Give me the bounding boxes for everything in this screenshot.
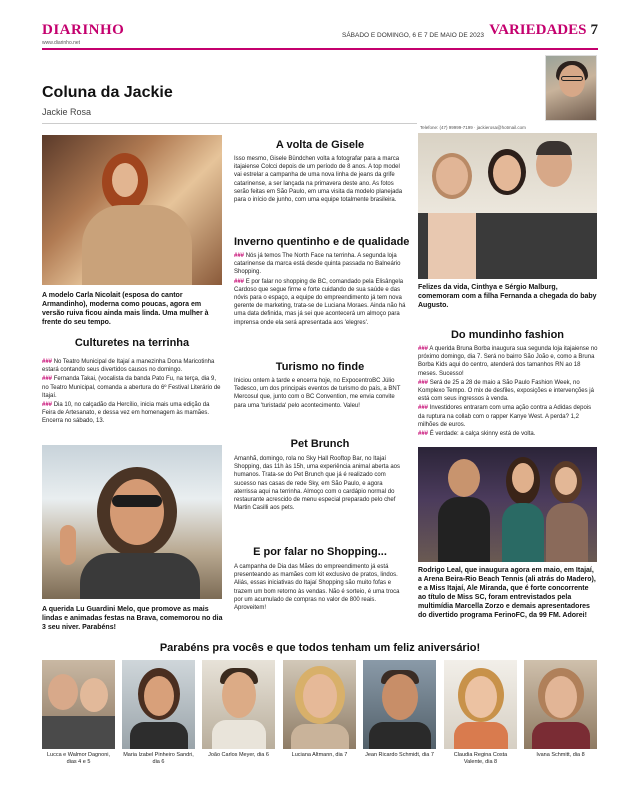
section-header	[489, 22, 598, 39]
gisele-body: Isso mesmo, Gisele Bündchen volta a fotografar para a marca itajaiense Colcci depois de um período de 8 anos. A top model vai estrelar a campanha de uma nova linha de jeans da grife catarinense, a ser lançada na primavera deste ano. As fotos serão feitas em São Paulo, em uma visita da modelo planejada para o início de junho, com uma equipe totalmente brasileira.	[234, 156, 403, 204]
caption-carla-nicolait: A modelo Carla Nicolait (esposa do cantor Armandinho), moderna como poucas, agora em versão ruiva ficou ainda mais linda. Uma mulher à frente do seu tempo.	[42, 292, 209, 326]
heading-turismo: Turismo no finde	[275, 361, 365, 373]
column-title: Coluna da Jackie	[42, 84, 173, 101]
caption-lu-guardini: A querida Lu Guardini Melo, que promove as mais lindas e animadas festas na Brava, comemorou no dia 3 seu niver. Parabéns!	[42, 606, 223, 631]
newspaper-logo[interactable]: DIARINHO	[42, 22, 125, 38]
birthday-photo	[42, 660, 115, 749]
photo-carla-nicolait	[42, 135, 222, 285]
culturetes-item: Fernanda Takai, (vocalista da banda Pato Fu, na terça, dia 9, no Teatro Municipal, comanda a abertura do 6º Festival Literário de Itajaí.	[42, 376, 221, 399]
inverno-item: Nós já temos The North Face na terrinha. A segunda loja catarinense da marca está desde quinta passada no Balneário Shopping.	[234, 253, 401, 276]
pet-brunch-body: Amanhã, domingo, rola no Sky Hall Rooftop Bar, no Itajaí Shopping, das 11h às 15h, uma experiência animal aberta aos humanos. Trata-se do Pet Brunch que já é realizado com sucesso nas casas de rede Sky, em São Paulo, e agora aterrissa aqui na terrinha. Almoço com o cardápio normal do restaurante acrescido de menu especial preparado pelo chef Martin Casilli aos pets.	[234, 456, 400, 512]
shopping-body: A campanha de Dia das Mães do empreendimento já está presenteando as mamães com kit exclusivo de pratos, lindos. Aliás, essas iniciativas do Itajaí Shopping são muito fofas e trazem um bom retorno às vendas. Não é sorteio, é uma troca por um acumulado de compras no valor de 800 reais. Aproveitem!	[234, 564, 400, 612]
heading-gisele: A volta de Gisele	[275, 139, 365, 151]
site-url[interactable]: www.diarinho.net	[42, 40, 81, 46]
column-author: Jackie Rosa	[42, 107, 92, 117]
photo-malburg-family	[418, 133, 597, 279]
inverno-body: ### Nós já temos The North Face na terrinha. A segunda loja catarinense da marca está desde quinta passada no Balneário Shopping. ### E por falar no shopping de BC, comandado pela Elisângela Cardoso que segue firme e forte cuidando de sua saúde e das nóvis para o espaço, a equipe do empreendimento já tem nova gerente de marketing, trata-se de Luciana Moraes. Ainda não há uma data definida, mas já sei que acontecerá um almoço para imprensa onde ela será apresentada aos 'elegres'.	[234, 253, 406, 326]
culturetes-body: ### No Teatro Municipal de Itajaí a manezinha Dona Maricotinha estará contando seus divertidos causos no domingo. ### Fernanda Takai, (vocalista da banda Pato Fu, na terça, dia 9, no Teatro Municipal, comanda a abertura do 6º Festival Literário de Itajaí. ### Dia 10, no calçadão da Hercílio, inicia mais uma edição da Feira de Artesanato, e dessa vez em homenagem às mamães. Encerra no sábado, 13.	[42, 359, 221, 425]
author-contact: Telefone: (47) 99999-7199 · jackierosa@hotmail.com	[420, 125, 526, 130]
heading-inverno: Inverno quentinho e de qualidade	[234, 236, 410, 248]
heading-mundinho-fashion: Do mundinho fashion	[450, 329, 565, 341]
birthday-card	[363, 660, 436, 759]
culturetes-item: No Teatro Municipal de Itajaí a manezinha Dona Maricotinha estará contando seus divertidos causos no domingo.	[42, 359, 215, 374]
birthday-name: Jean Ricardo Schmidt, dia 7	[365, 752, 434, 758]
birthdays-title: Parabéns pra vocês e que todos tenham um feliz aniversário!	[159, 642, 481, 654]
fashion-item: Será de 25 a 28 de maio a São Paulo Fashion Week, no Komplexo Tempo. O mix de desfiles, exposições e intervenções já está com seus ingressos à venda.	[418, 379, 594, 403]
birthday-card	[524, 660, 597, 759]
masthead	[42, 22, 598, 48]
birthday-name: Luciana Altmann, dia 7	[291, 752, 348, 758]
title-rule	[42, 123, 417, 124]
inverno-item: E por falar no shopping de BC, comandado pela Elisângela Cardoso que segue firme e forte cuidando de sua saúde e das nóvis para o espaço, a equipe do empreendimento já tem nova gerente de marketing, trata-se de Luciana Moraes. Ainda não há uma data definida, mas já sei que acontecerá um almoço para imprensa onde ela será apresentada aos 'elegres'.	[234, 278, 406, 326]
section-name: VARIEDADES	[489, 22, 587, 38]
birthday-photo	[122, 660, 195, 749]
mundinho-fashion-body: ### A querida Bruna Borba inaugura sua segunda loja itajaiense no próximo domingo, dia 7. Será no bairro São João e, como a Bruna Borba Kids aqui do centro, atenderá dos tamanhos RN ao 18 meses. Sucesso! ### Será de 25 a 28 de maio a São Paulo Fashion Week, no Komplexo Tempo. O mix de desfiles, exposições e intervenções já está com seus ingressos à venda. ### Investidores entraram com uma ação contra a Adidas depois da ruptura na collab com o rapper Kanye West. A perda? 1,2 milhões de euros. ### É verdade: a calça skinny está de volta.	[418, 346, 598, 438]
issue-date: SÁBADO E DOMINGO, 6 E 7 DE MAIO DE 2023	[342, 32, 484, 39]
birthday-name: Lucca e Walmor Dagnoni, dias 4 e 5	[46, 752, 111, 765]
photo-rodrigo-leal-miss-itajai	[418, 447, 597, 562]
page-number: 7	[590, 22, 598, 38]
fashion-item: A querida Bruna Borba inaugura sua segunda loja itajaiense no próximo domingo, dia 7. Será no bairro São João e, como a Bruna Borba Kids aqui do centro, atenderá dos tamanhos RN ao 18 meses. Sucesso!	[418, 346, 598, 377]
birthday-name: Claudia Regina Costa Valente, dia 8	[453, 752, 508, 765]
birthday-name: João Carlos Meyer, dia 6	[208, 752, 269, 758]
birthday-name: Maria Izabel Pinheiro Sandri, dia 6	[123, 752, 194, 765]
heading-pet-brunch: Pet Brunch	[290, 438, 350, 450]
birthday-card	[283, 660, 356, 759]
birthday-photo	[524, 660, 597, 749]
header-rule	[42, 48, 598, 50]
birthday-photo	[283, 660, 356, 749]
fashion-item: É verdade: a calça skinny está de volta.	[429, 431, 536, 438]
birthday-name: Ivana Schmitt, dia 8	[536, 752, 585, 758]
caption-rodrigo-leal: Rodrigo Leal, que inaugura agora em maio, em Itajaí, a Arena Beira-Rio Beach Tennis (ali atrás do Madero), e a Miss Itajaí, Ale Miranda, que é forte concorrente ao título de Miss SC, foram entrevistados pela multimídia Marcella Zorzo e demais apresentadores do divertido programa FerinoFC, da 99 FM. Adorei!	[418, 567, 596, 619]
author-portrait	[545, 55, 597, 121]
heading-shopping: E por falar no Shopping...	[253, 546, 387, 558]
birthday-photo	[202, 660, 275, 749]
photo-lu-guardini	[42, 445, 222, 599]
birthday-photo	[363, 660, 436, 749]
birthday-card	[444, 660, 517, 766]
birthday-photo	[444, 660, 517, 749]
fashion-item: Investidores entraram com uma ação contra a Adidas depois da ruptura na collab com o rapper Kanye West. A perda? 1,2 milhões de euros.	[418, 405, 592, 428]
culturetes-item: Dia 10, no calçadão da Hercílio, inicia mais uma edição da Feira de Artesanato, e dessa vez em homenagem às mamães. Encerra no sábado, 13.	[42, 402, 210, 425]
birthday-card	[42, 660, 115, 766]
turismo-body: Iniciou ontem à tarde e encerra hoje, no ExpocentroBC Júlio Tedesco, um dos principais eventos de turismo do país, a BNT Mercosul que, junto com o BC Convention, me envia convite para uma 'turistada' pelo acontecimento. Valeu!	[234, 378, 401, 409]
birthday-card	[202, 660, 275, 759]
birthday-card	[122, 660, 195, 766]
caption-malburg-family: Felizes da vida, Cinthya e Sérgio Malburg, comemoram com a filha Fernanda a chegada do baby Augusto.	[418, 284, 597, 309]
heading-culturetes: Culturetes na terrinha	[74, 337, 190, 349]
